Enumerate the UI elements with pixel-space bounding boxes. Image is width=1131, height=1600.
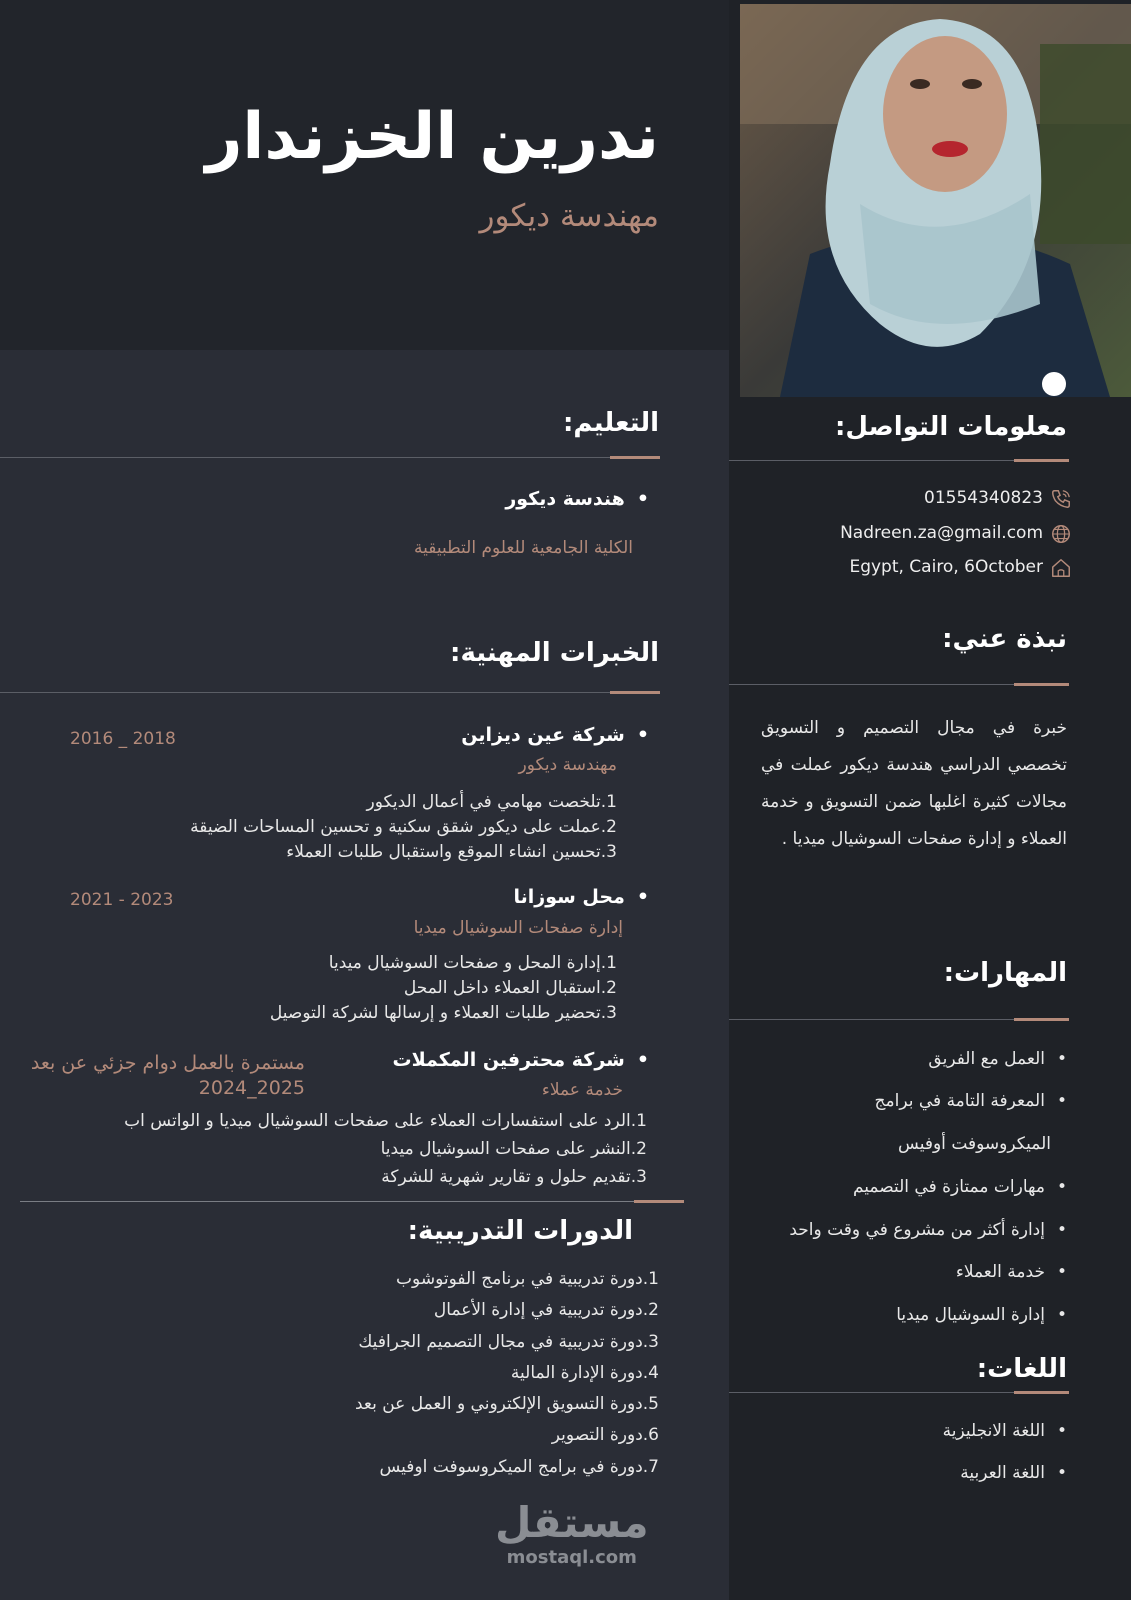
- experience-end-accent: [634, 1200, 684, 1203]
- courses-title: الدورات التدريبية:: [407, 1216, 633, 1246]
- language-item: • اللغة العربية: [960, 1463, 1067, 1483]
- job-company: • شركة عين ديزاين: [461, 724, 649, 746]
- courses-list: [355, 1264, 659, 1483]
- education-title: التعليم:: [563, 408, 659, 438]
- skill-item: • إدارة السوشيال ميديا: [896, 1305, 1067, 1325]
- experience-end-rule: [20, 1201, 684, 1202]
- course-item: 5.دورة التسويق الإلكتروني و العمل عن بعد: [354, 1394, 659, 1415]
- languages-title: اللغات:: [976, 1354, 1067, 1384]
- job-role: إدارة صفحات السوشيال ميديا: [413, 918, 623, 938]
- job-task: 3.تحضير طلبات العملاء و إرسالها لشركة التوصيل: [269, 1003, 617, 1023]
- watermark-latin: mostaql.com: [506, 1547, 637, 1568]
- job-tasks: [190, 790, 617, 865]
- course-item: 1.دورة تدريبية في برنامج الفوتوشوب: [396, 1269, 659, 1289]
- skill-item: • العمل مع الفريق: [928, 1049, 1067, 1069]
- job-company: • محل سوزانا: [513, 886, 649, 908]
- skill-item: • إدارة أكثر من مشروع في وقت واحد: [789, 1220, 1067, 1240]
- person-name: ندرين الخزندار: [205, 100, 659, 174]
- education-degree: • هندسة ديكور: [505, 488, 649, 510]
- email-value: Nadreen.za@gmail.com: [840, 523, 1043, 543]
- course-item: 2.دورة تدريبية في إدارة الأعمال: [433, 1300, 659, 1321]
- job-period: 2023 - 2021: [70, 890, 174, 910]
- home-icon: [1050, 557, 1072, 579]
- job-tasks: [124, 1107, 647, 1191]
- job-role: خدمة عملاء: [541, 1080, 623, 1100]
- phone-icon: [1050, 488, 1072, 510]
- experience-accent: [610, 691, 660, 694]
- education-institution: الكلية الجامعية للعلوم التطبيقية: [413, 538, 633, 558]
- languages-accent: [1014, 1391, 1069, 1394]
- language-item: • اللغة الانجليزية: [943, 1421, 1067, 1441]
- course-item: 6.دورة التصوير: [551, 1425, 659, 1446]
- job-task: 1.الرد على استفسارات العملاء على صفحات السوشيال ميديا و الواتس اب: [124, 1111, 647, 1131]
- header-band: [0, 0, 729, 350]
- job-title: مهندسة ديكور: [479, 198, 659, 234]
- slider-dot: [1042, 372, 1066, 396]
- about-title: نبذة عني:: [942, 624, 1067, 654]
- skills-accent: [1014, 1018, 1069, 1021]
- phone-value: 01554340823: [924, 488, 1043, 508]
- about-accent: [1014, 683, 1069, 686]
- watermark-logo: [495, 1498, 649, 1568]
- experience-rule: [0, 692, 660, 693]
- course-item: 7.دورة في برامج الميكروسوفت اوفيس: [379, 1456, 659, 1477]
- globe-icon: [1050, 523, 1072, 545]
- experience-title: الخبرات المهنية:: [450, 638, 659, 668]
- job-task: 2.النشر على صفحات السوشيال ميديا: [380, 1139, 647, 1159]
- skills-title: المهارات:: [943, 958, 1067, 988]
- job-period-years: 2025_2024: [198, 1077, 305, 1099]
- contact-accent: [1014, 459, 1069, 462]
- watermark-arabic: مستقل: [495, 1498, 649, 1547]
- skill-item: • المعرفة التامة في برامج: [875, 1091, 1067, 1111]
- contact-title: معلومات التواصل:: [835, 412, 1067, 442]
- job-task: 2.استقبال العملاء داخل المحل: [403, 978, 617, 998]
- job-period: 2018 _ 2016: [70, 729, 176, 749]
- profile-photo: [740, 4, 1131, 397]
- job-task: 2.عملت على ديكور شقق سكنية و تحسين المساحات الضيقة: [190, 817, 617, 837]
- course-item: 4.دورة الإدارة المالية: [510, 1362, 659, 1383]
- job-task: 3.تقديم حلول و تقارير شهرية للشركة: [381, 1167, 647, 1187]
- education-rule: [0, 457, 660, 458]
- job-company: • شركة محترفين المكملات: [393, 1049, 649, 1071]
- skill-item: • مهارات ممتازة في التصميم: [853, 1177, 1067, 1197]
- job-task: 1.تلخصت مهامي في أعمال الديكور: [366, 792, 617, 812]
- about-text: خبرة في مجال التصميم و التسويق تخصصي الدراسي هندسة ديكور عملت في مجالات كثيرة اغلبها ضمن التسويق و خدمة العملاء و إدارة صفحات السوشيال ميديا .: [761, 718, 1067, 849]
- job-period: مستمرة بالعمل دوام جزئي عن بعد: [30, 1052, 305, 1074]
- course-item: 3.دورة تدريبية في مجال التصميم الجرافيك: [358, 1331, 659, 1352]
- job-role: مهندسة ديكور: [518, 755, 617, 775]
- job-task: 3.تحسين انشاء الموقع واستقبال طلبات العملاء: [286, 842, 617, 862]
- address-value: Egypt, Cairo, 6October: [849, 557, 1043, 577]
- skill-item: • خدمة العملاء: [956, 1262, 1067, 1282]
- education-accent: [610, 456, 660, 459]
- job-tasks: [270, 951, 617, 1026]
- job-task: 1.إدارة المحل و صفحات السوشيال ميديا: [328, 953, 617, 973]
- skill-item-continued: الميكروسوفت أوفيس: [898, 1134, 1051, 1154]
